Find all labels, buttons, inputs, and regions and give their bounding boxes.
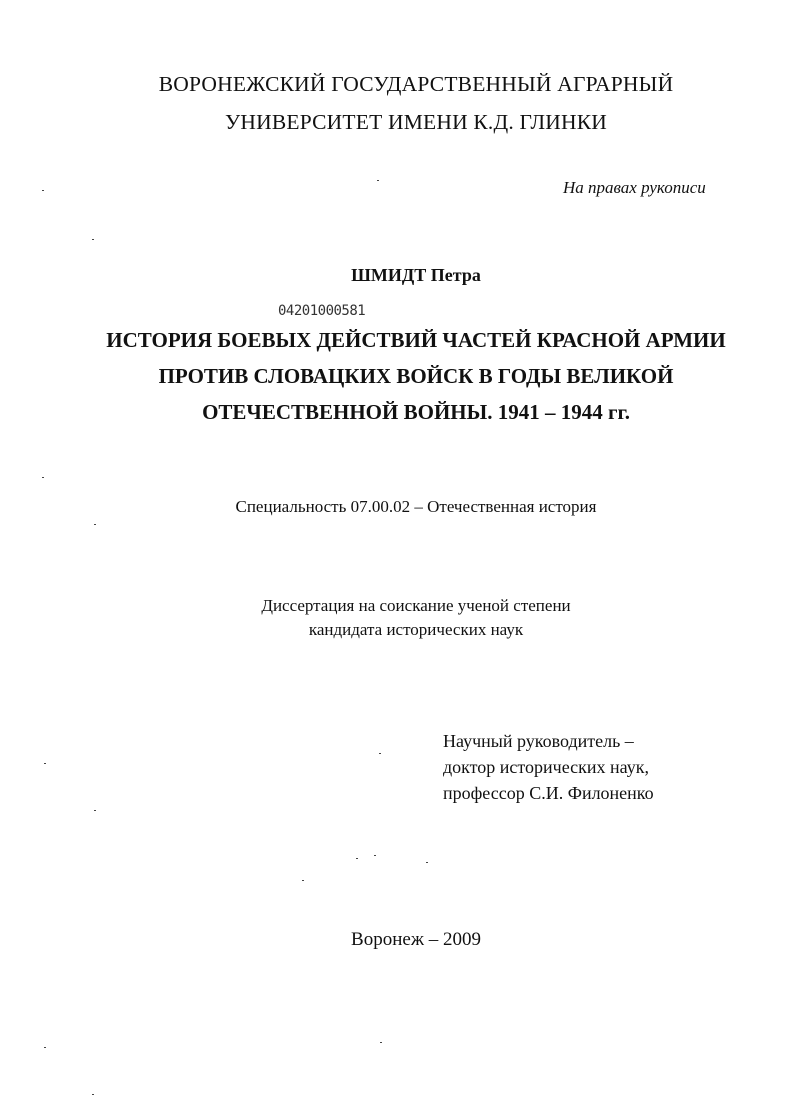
scan-speck xyxy=(42,190,44,191)
catalog-number: 04201000581 xyxy=(278,303,366,319)
scan-speck xyxy=(377,180,379,181)
scan-speck xyxy=(44,763,46,764)
title-line-1: ИСТОРИЯ БОЕВЫХ ДЕЙСТВИЙ ЧАСТЕЙ КРАСНОЙ АРМИИ xyxy=(106,328,726,352)
scan-speck xyxy=(94,524,96,525)
scan-speck xyxy=(302,880,304,881)
scan-speck xyxy=(42,477,44,478)
scan-speck xyxy=(92,1094,94,1095)
title-line-2: ПРОТИВ СЛОВАЦКИХ ВОЙСК В ГОДЫ ВЕЛИКОЙ xyxy=(158,364,674,388)
supervisor-line-3: профессор С.И. Филоненко xyxy=(443,783,654,803)
city-year: Воронеж – 2009 xyxy=(351,929,481,950)
university-line-1: ВОРОНЕЖСКИЙ ГОСУДАРСТВЕННЫЙ АГРАРНЫЙ xyxy=(158,72,674,96)
specialty: Специальность 07.00.02 – Отечественная история xyxy=(235,497,597,516)
scan-speck xyxy=(374,855,376,856)
scan-speck xyxy=(379,753,381,754)
supervisor-line-1: Научный руководитель – xyxy=(443,731,634,751)
scan-speck xyxy=(92,239,94,240)
rights-note: На правах рукописи xyxy=(563,178,706,197)
scan-speck xyxy=(94,810,96,811)
degree-line-1: Диссертация на соискание ученой степени xyxy=(261,596,571,615)
scan-speck xyxy=(426,862,428,863)
scan-speck xyxy=(44,1047,46,1048)
degree-line-2: кандидата исторических наук xyxy=(308,620,524,639)
supervisor-line-2: доктор исторических наук, xyxy=(443,757,649,777)
scan-speck xyxy=(380,1042,382,1043)
author-name: ШМИДТ Петра xyxy=(351,265,481,285)
university-line-2: УНИВЕРСИТЕТ ИМЕНИ К.Д. ГЛИНКИ xyxy=(224,110,608,134)
scan-speck xyxy=(356,858,358,859)
title-line-3: ОТЕЧЕСТВЕННОЙ ВОЙНЫ. 1941 – 1944 гг. xyxy=(202,400,630,424)
